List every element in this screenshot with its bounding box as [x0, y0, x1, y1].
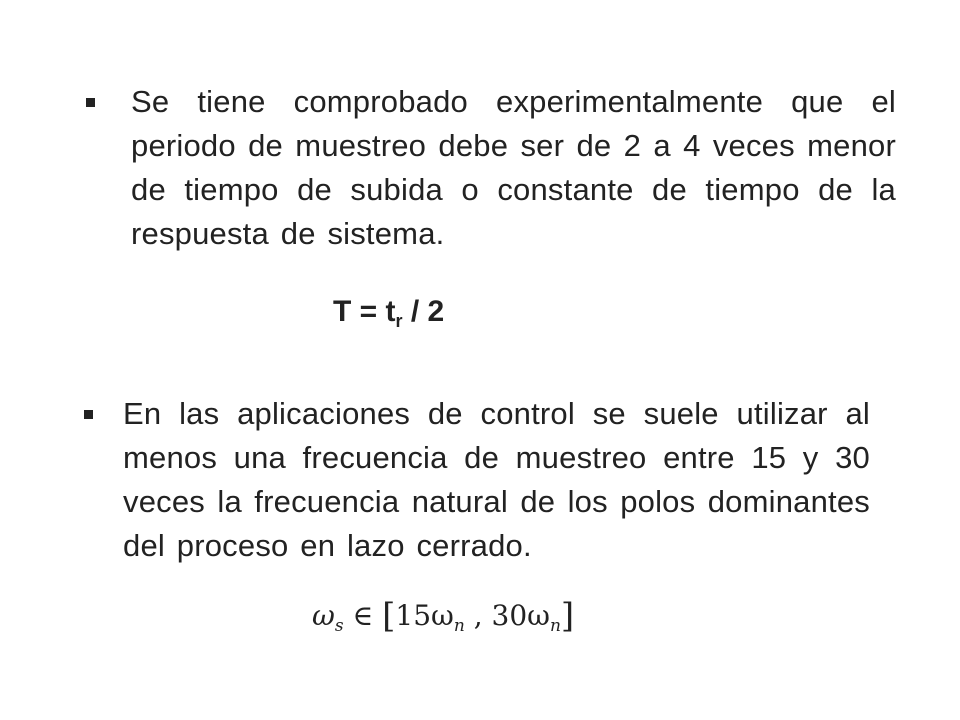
bullet-sampling-period	[80, 80, 900, 256]
formula-subscript: r	[395, 311, 403, 331]
element-of-symbol: ∈	[343, 599, 383, 632]
omega-subscript-s: s	[334, 616, 344, 636]
formula-rhs: / 2	[402, 295, 445, 328]
close-bracket: ]	[560, 596, 575, 636]
bullet-sampling-frequency	[80, 392, 880, 568]
bullet-text-sampling-period: Se tiene comprobado experimentalmente que el periodo de muestreo debe ser de 2 a 4 veces menor de tiempo de subida o constante de tiempo de la respuesta de sistema.	[131, 84, 896, 251]
formula-lhs: T = t	[333, 295, 396, 328]
upper-bound: 30ω	[491, 599, 550, 632]
omega-symbol: ω	[312, 599, 335, 632]
upper-bound-subscript: n	[549, 616, 561, 636]
separator: ,	[464, 599, 492, 632]
lower-bound-subscript: n	[453, 616, 465, 636]
open-bracket: [	[382, 596, 396, 636]
square-bullet-icon	[84, 410, 93, 419]
bullet-text-sampling-frequency: En las aplicaciones de control se suele utilizar al menos una frecuencia de muestreo entre 15 y 30 veces la frecuencia natural de los polos dominantes del proceso en lazo cerrado.	[123, 396, 870, 563]
formula-sampling-period	[333, 292, 444, 341]
square-bullet-icon	[86, 98, 95, 107]
formula-sampling-frequency-range	[312, 596, 574, 646]
lower-bound: 15ω	[395, 599, 454, 632]
